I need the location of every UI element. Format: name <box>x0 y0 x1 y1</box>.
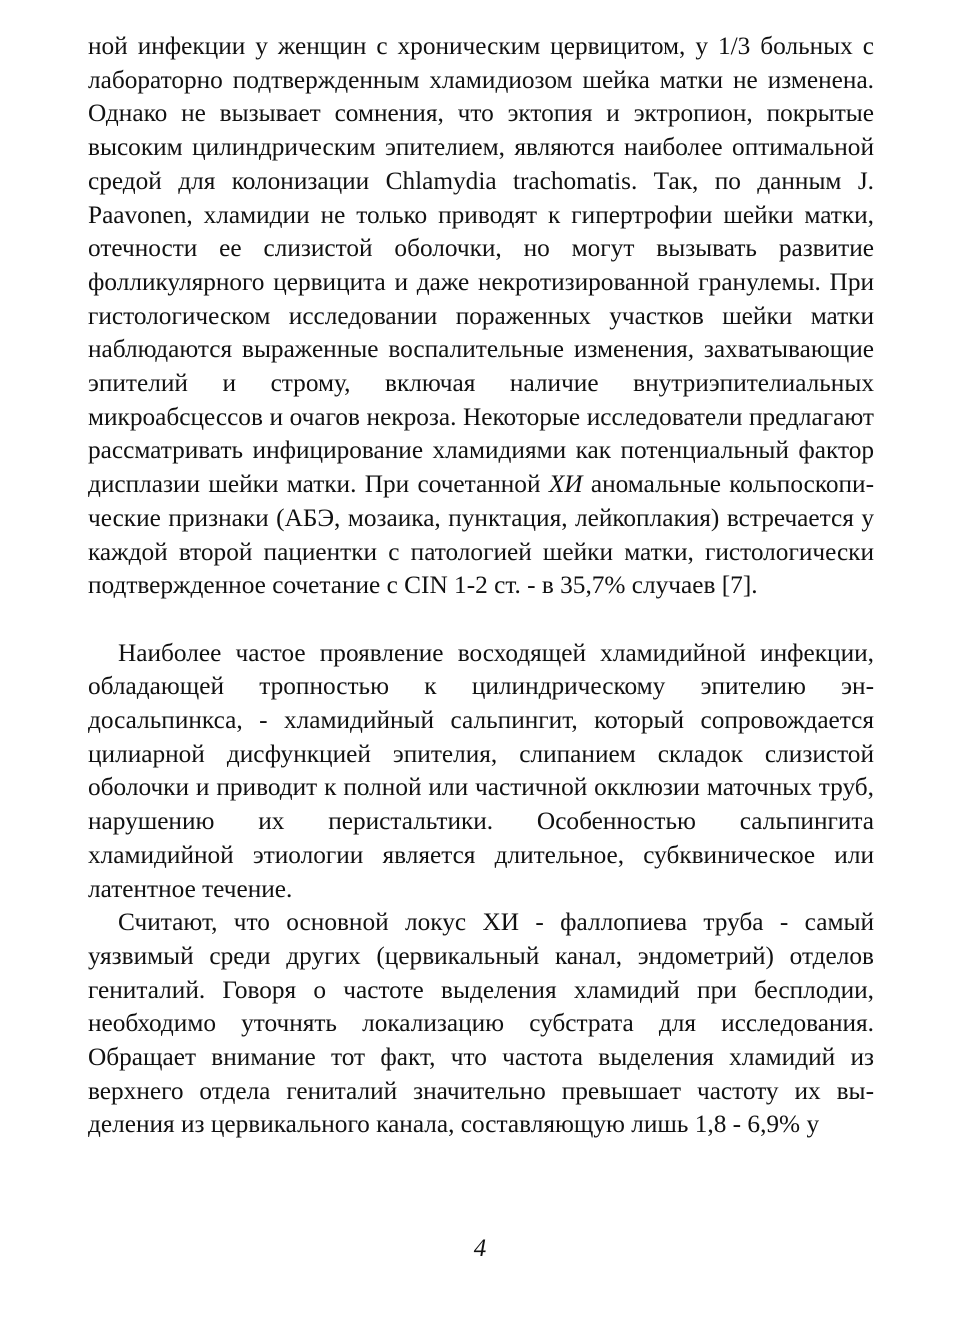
paragraph-fallopian-tube <box>88 906 874 1142</box>
paragraph-text: ной инфекции у женщин с хроническим цервицитом, у 1/3 больных с лабораторно подтвержденным хламидиозом шейка матки не изменена. Однако не вызывает сомнения, что эктопия и эктропион, покрытые высоким цилиндрическим эпителием, являются наиболее оптимальной средой для колонизации Chlamydia trachomatis. Так, по данным J. Paavonen, хламидии не только приводят к гипертрофии шейки матки, отечности ее слизистой оболочки, но могут вызывать развитие фолликулярного цервицита и даже некротизированной гранулемы. При гистологическом исследовании пораженных участков шейки матки наблюдаются выраженные воспалительные изменения, захватывающие эпителий и строму, включая наличие внутриэпителиальных микроабсцессов и очагов некроза. Некоторые исследователи предлагают рассматривать инфицирование хламидиями как потенциальный фактор дисплазии шейки матки. При сочетанной <box>88 32 874 499</box>
paragraph-text: Считают, что основной локус ХИ - фаллопиева труба - самый уязвимый среди других (цервикальный канал, эндометрий) отделов гениталий. Говоря о частоте выделения хламидий при бесплодии, необходимо уточнять локализацию субстрата для исследования. Обращает внимание тот факт, что частота выделения хламидий из верхнего отдела гениталий значительно превышает частоту их выделения из цервикального канала, составляющую лишь 1,8 - 6,9% у <box>88 908 874 1139</box>
page-number: 4 <box>473 1235 487 1262</box>
paragraph-text: Наиболее частое проявление восходящей хламидийной инфекции, обладающей тропностью к цилиндрическому эпителию эндосальпинкса, - хламидийный сальпингит, который сопровождается цилиарной дисфункцией эпителия, слипанием складок слизистой оболочки и приводит к полной или частичной окклюзии маточных труб, нарушению их перистальтики. Особенностью сальпингита хламидийной этиологии является длительное, субквиническое или латентное течение. <box>88 638 874 903</box>
paragraph-spacer <box>88 603 874 637</box>
paragraph-text: аномальные кольпоскопические признаки (АБЭ, мозаика, пунктация, лейкоплакия) встречается у каждой второй пациентки с патологией шейки матки, гистологически подтвержденное сочетание с CIN 1-2 ст. - в 35,7% случаев [7]. <box>88 470 874 600</box>
document-body <box>88 30 874 1142</box>
paragraph-chlamydia-cervicitis <box>88 30 874 603</box>
paragraph-salpingitis <box>88 637 874 907</box>
abbreviation-xi: ХИ <box>548 470 583 499</box>
